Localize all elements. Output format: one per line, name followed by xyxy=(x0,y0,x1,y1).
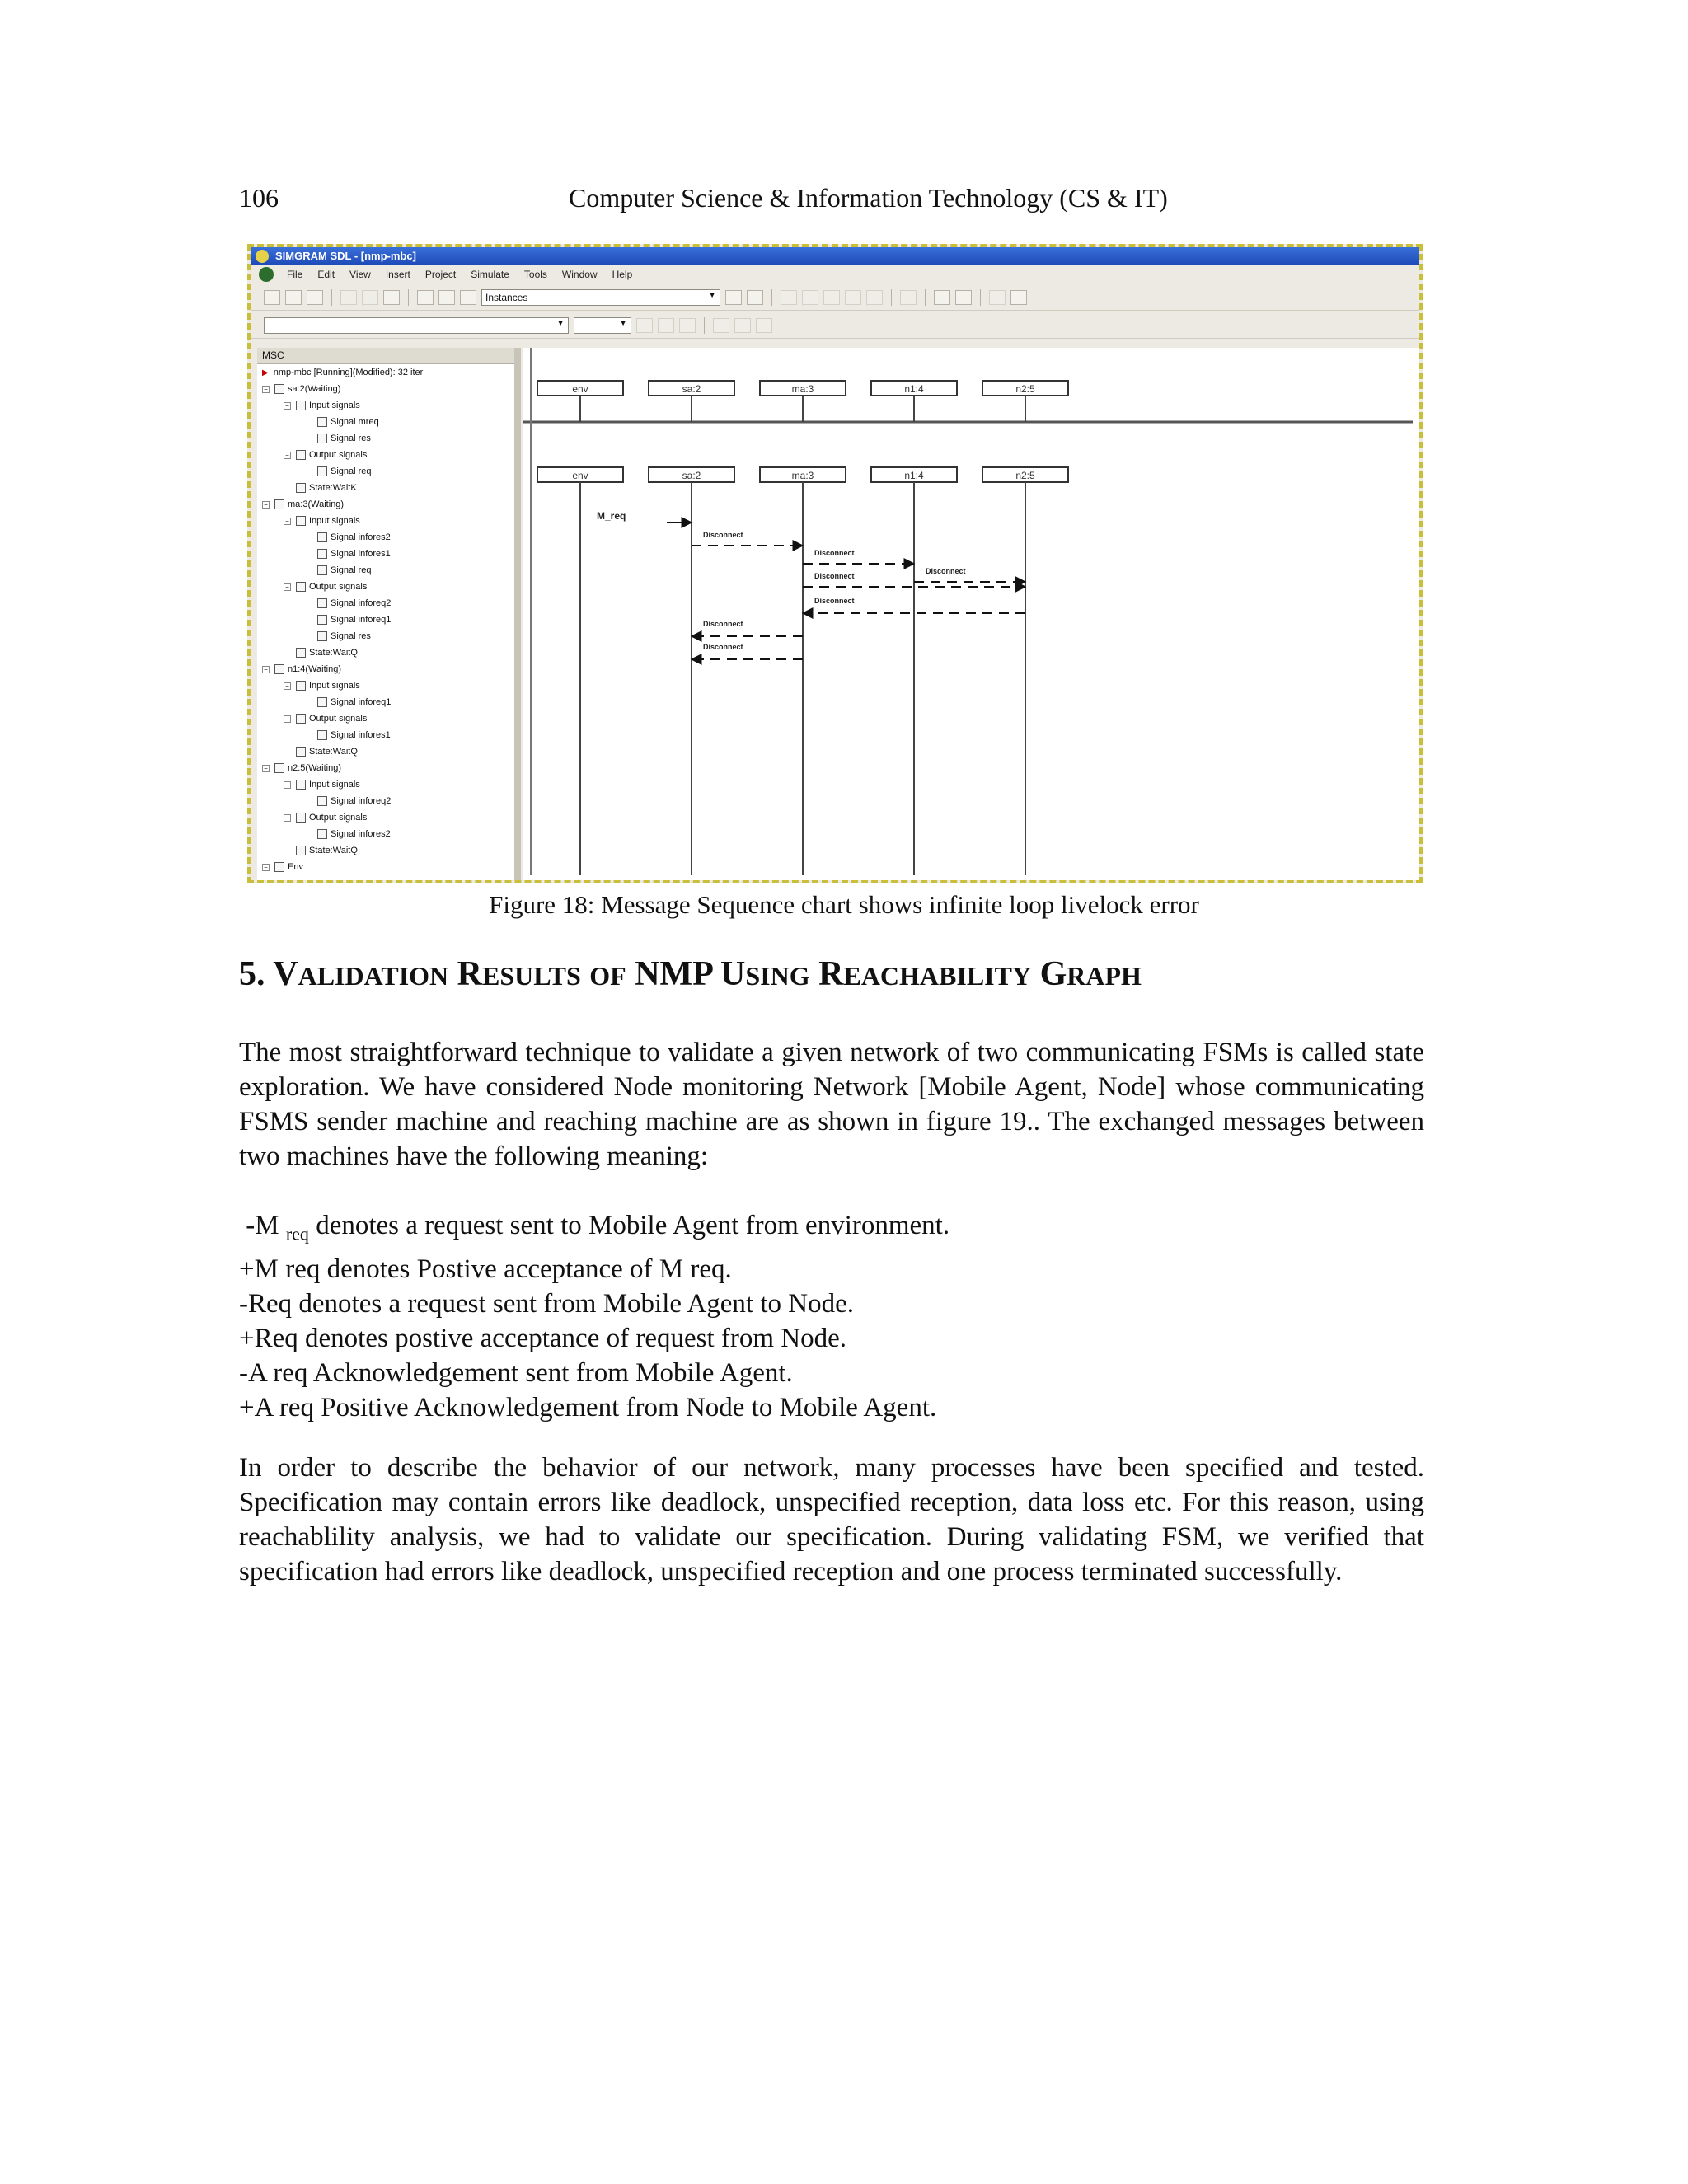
page-header xyxy=(239,183,1426,224)
tree-node-icon xyxy=(274,499,284,509)
tree-node-icon xyxy=(317,615,327,625)
tree-node-icon xyxy=(296,450,306,460)
toolbar-divider xyxy=(704,317,705,334)
instance-label: sa:2 xyxy=(682,383,701,395)
collapse-icon[interactable]: − xyxy=(284,814,291,822)
tree-node-icon xyxy=(317,598,327,608)
window-titlebar xyxy=(251,247,1419,265)
window-icon[interactable] xyxy=(417,290,434,305)
tree-node-icon xyxy=(296,401,306,410)
collapse-icon[interactable]: − xyxy=(262,386,270,393)
tree-item[interactable] xyxy=(257,513,514,529)
tree-node-icon xyxy=(296,483,306,493)
title-capital: G xyxy=(1039,955,1067,993)
paste-icon[interactable] xyxy=(383,290,400,305)
msc-tree xyxy=(257,364,514,875)
condition-icon[interactable] xyxy=(866,290,883,305)
collapse-icon[interactable]: − xyxy=(284,682,291,690)
tree-item[interactable] xyxy=(257,430,514,447)
tree-node-icon xyxy=(296,846,306,855)
tree-item[interactable] xyxy=(257,694,514,710)
instance-label: n2:5 xyxy=(1015,470,1035,481)
message-meaning-item xyxy=(239,1208,1424,1252)
tree-item-label: Input signals xyxy=(309,401,360,410)
section-title-word xyxy=(635,955,711,993)
figure-caption: Figure 18: Message Sequence chart shows infinite loop livelock error xyxy=(489,890,1199,919)
tree-item[interactable] xyxy=(257,776,514,793)
tree-node-icon xyxy=(274,664,284,674)
window-title: SIMGRAM SDL - [nmp-mbc] xyxy=(275,250,416,262)
tree-item-label: Signal req xyxy=(331,565,372,575)
cut-icon[interactable] xyxy=(340,290,357,305)
msc-tree-panel xyxy=(257,348,521,880)
underline-icon[interactable] xyxy=(679,318,696,333)
tree-item[interactable] xyxy=(257,628,514,644)
tree-item-label: Signal inforeq1 xyxy=(331,615,392,625)
instance-label: n2:5 xyxy=(1015,383,1035,395)
toolbar-divider xyxy=(980,289,981,306)
tree-item[interactable] xyxy=(257,793,514,809)
tree-node-icon xyxy=(296,648,306,658)
msc-canvas xyxy=(523,348,1419,880)
title-smallcaps: ESULTS xyxy=(481,961,581,991)
tree-item[interactable] xyxy=(257,447,514,463)
message-meaning-item: -A req Acknowledgement sent from Mobile Agent. xyxy=(239,1357,793,1388)
tree-item-label: Env xyxy=(288,862,303,872)
message-label: M_req xyxy=(597,510,626,522)
align-right-icon[interactable] xyxy=(756,318,772,333)
tree-node-icon xyxy=(274,384,284,394)
section-title-word xyxy=(818,955,1031,993)
tree-node-icon xyxy=(317,730,327,740)
tree-item-label: State:WaitK xyxy=(309,483,357,493)
tree-item-label: Signal mreq xyxy=(331,417,379,427)
toolbar-divider xyxy=(925,289,926,306)
tree-item-label: Output signals xyxy=(309,582,368,592)
message-label: Disconnect xyxy=(703,620,743,628)
tree-item[interactable] xyxy=(257,727,514,743)
title-capital: V xyxy=(273,955,298,993)
tree-node-icon xyxy=(317,532,327,542)
tree-item-label: Input signals xyxy=(309,780,360,790)
tree-item[interactable] xyxy=(257,381,514,397)
title-smallcaps: EACHABILITY xyxy=(843,961,1032,991)
format-toolbar xyxy=(251,313,1419,339)
tree-node-icon xyxy=(317,829,327,839)
tree-item[interactable] xyxy=(257,644,514,661)
instance-label: env xyxy=(572,470,588,481)
tree-node-icon xyxy=(317,796,327,806)
instances-combo[interactable] xyxy=(481,289,720,306)
tree-item-label: Output signals xyxy=(309,450,368,460)
section-title-word xyxy=(457,955,581,993)
copy-icon[interactable] xyxy=(362,290,378,305)
tree-item-label: State:WaitQ xyxy=(309,648,358,658)
message-label: Disconnect xyxy=(703,643,743,651)
collapse-icon[interactable]: − xyxy=(284,452,291,459)
toolbar-divider xyxy=(891,289,892,306)
tree-item[interactable] xyxy=(257,463,514,480)
message-label: Disconnect xyxy=(814,597,855,605)
collapse-icon[interactable]: − xyxy=(262,765,270,772)
insert-instance-icon[interactable] xyxy=(725,290,742,305)
title-smallcaps: ALIDATION xyxy=(298,961,449,991)
chevron-down-icon: ▼ xyxy=(708,291,716,300)
align-center-icon[interactable] xyxy=(734,318,751,333)
instance-head-icon[interactable] xyxy=(747,290,763,305)
tree-item[interactable] xyxy=(257,529,514,546)
instance-label: n1:4 xyxy=(904,383,924,395)
tree-item-label: n2:5(Waiting) xyxy=(288,763,342,773)
menu-item-project[interactable]: Project xyxy=(424,269,457,280)
figure-screenshot-window xyxy=(247,244,1423,883)
title-capital: U xyxy=(720,955,746,993)
instance-label: ma:3 xyxy=(791,383,814,395)
section-heading xyxy=(239,954,1142,994)
tree-node-icon xyxy=(317,565,327,575)
tree-node-icon xyxy=(296,747,306,757)
tree-item-label: State:WaitQ xyxy=(309,747,358,757)
collapse-icon[interactable]: − xyxy=(284,715,291,723)
tree-node-icon xyxy=(296,582,306,592)
title-smallcaps: OF xyxy=(589,961,626,991)
menu-item-simulate[interactable]: Simulate xyxy=(471,269,509,280)
tree-node-icon xyxy=(317,549,327,559)
tree-item-label: Signal inforeq1 xyxy=(331,697,392,707)
tree-item-label: Signal infores1 xyxy=(331,549,391,559)
tree-item[interactable] xyxy=(257,579,514,595)
app-logo-icon xyxy=(256,250,269,263)
menu-item-tools[interactable]: Tools xyxy=(523,269,547,280)
collapse-icon[interactable]: − xyxy=(284,518,291,525)
paragraph-state-exploration: The most straightforward technique to validate a given network of two communicating FSMs is called state exploration. We have considered Node monitoring Network [Mobile Agent, Node] whose communicating FSMS sender machine and reaching machine are as shown in figure 19.. The exchanged messages between two machines have the following meaning: xyxy=(239,1038,1424,1171)
message-label: Disconnect xyxy=(814,572,855,580)
tree-item[interactable] xyxy=(257,710,514,727)
menu-item-insert[interactable]: Insert xyxy=(385,269,410,280)
menu-item-window[interactable]: Window xyxy=(561,269,598,280)
tree-node-icon xyxy=(317,697,327,707)
menu-item-help[interactable]: Help xyxy=(612,269,633,280)
tree-item[interactable] xyxy=(257,397,514,414)
tree-item-label: Signal infores2 xyxy=(331,532,391,542)
tree-item-label: Signal res xyxy=(331,434,371,443)
message-meaning-list xyxy=(239,1208,1424,1425)
step-back-icon[interactable] xyxy=(934,290,950,305)
section-title-word xyxy=(720,955,810,993)
tree-item-label: Signal infores2 xyxy=(331,829,391,839)
tree-item[interactable] xyxy=(257,546,514,562)
instances-combo-value: Instances xyxy=(485,292,528,303)
bold-icon[interactable] xyxy=(636,318,653,333)
help-pointer-icon[interactable] xyxy=(1010,290,1027,305)
toolbar-divider xyxy=(331,289,332,306)
tree-item-label: Output signals xyxy=(309,813,368,823)
tree-node-icon xyxy=(317,417,327,427)
tree-item[interactable] xyxy=(257,496,514,513)
message-label: Disconnect xyxy=(926,567,966,575)
section-number: 5. xyxy=(239,955,274,993)
tree-item[interactable] xyxy=(257,661,514,677)
instance-label: env xyxy=(572,383,588,395)
message-meaning-item: +A req Positive Acknowledgement from Node to Mobile Agent. xyxy=(239,1392,937,1422)
tree-item[interactable] xyxy=(257,842,514,859)
tree-item-label: ma:3(Waiting) xyxy=(288,499,345,509)
tree-item[interactable] xyxy=(257,595,514,612)
title-capital: R xyxy=(457,955,482,993)
reply-icon[interactable] xyxy=(802,290,818,305)
action-icon[interactable] xyxy=(845,290,861,305)
collapse-icon[interactable]: − xyxy=(262,666,270,673)
message-icon[interactable] xyxy=(781,290,797,305)
tree-item-label: Signal res xyxy=(331,631,371,641)
tree-item-label: n1:4(Waiting) xyxy=(288,664,342,674)
tree-item[interactable] xyxy=(257,480,514,496)
tile-icon[interactable] xyxy=(460,290,476,305)
tree-item[interactable] xyxy=(257,364,514,381)
menu-item-file[interactable]: File xyxy=(287,269,303,280)
tree-item-label: sa:2(Waiting) xyxy=(288,384,341,394)
instance-label: ma:3 xyxy=(791,470,814,481)
tree-node-icon xyxy=(274,763,284,773)
font-combo[interactable] xyxy=(264,317,569,334)
open-folder-icon[interactable] xyxy=(285,290,302,305)
menu-item-edit[interactable]: Edit xyxy=(317,269,335,280)
message-meaning-item: -Req denotes a request sent from Mobile Agent to Node. xyxy=(239,1288,854,1319)
running-head: Computer Science & Information Technology (CS & IT) xyxy=(569,183,1168,213)
tree-item[interactable] xyxy=(257,414,514,430)
collapse-icon[interactable]: − xyxy=(262,864,270,871)
collapse-icon[interactable]: − xyxy=(284,583,291,591)
tree-item-label: Signal req xyxy=(331,466,372,476)
font-size-combo[interactable] xyxy=(574,317,631,334)
tree-node-icon xyxy=(317,631,327,641)
tree-item-label: Input signals xyxy=(309,681,360,691)
meaning-subscript: req xyxy=(285,1223,309,1244)
collapse-icon[interactable]: − xyxy=(284,781,291,789)
message-meaning-item: +M req denotes Postive acceptance of M req. xyxy=(239,1254,732,1284)
title-capital: NMP xyxy=(635,955,712,993)
tree-item-label: Signal inforeq2 xyxy=(331,796,392,806)
cascade-icon[interactable] xyxy=(438,290,455,305)
meaning-suffix: denotes a request sent to Mobile Agent from environment. xyxy=(308,1211,950,1240)
align-left-icon[interactable] xyxy=(713,318,729,333)
running-marker-icon: ▶ xyxy=(262,368,269,377)
instance-label: sa:2 xyxy=(682,470,701,481)
tree-item-label: nmp-mbc [Running](Modified): 32 iter xyxy=(273,368,424,377)
properties-icon[interactable] xyxy=(989,290,1006,305)
chevron-down-icon: ▼ xyxy=(619,319,627,328)
menu-bar xyxy=(251,265,1419,284)
section-title-word xyxy=(589,955,626,993)
save-icon[interactable] xyxy=(307,290,323,305)
tree-node-icon xyxy=(296,714,306,724)
tree-node-icon xyxy=(274,862,284,872)
tree-item-label: Signal inforeq2 xyxy=(331,598,392,608)
page-number: 106 xyxy=(239,183,279,213)
tree-node-icon xyxy=(296,681,306,691)
tree-item[interactable] xyxy=(257,760,514,776)
toolbar-divider xyxy=(771,289,772,306)
msc-diagram xyxy=(523,348,1413,875)
title-capital: R xyxy=(818,955,844,993)
tree-item[interactable] xyxy=(257,677,514,694)
collapse-icon[interactable]: − xyxy=(284,402,291,410)
message-meaning-item: +Req denotes postive acceptance of request from Node. xyxy=(239,1323,847,1353)
tree-item[interactable] xyxy=(257,859,514,875)
app-menu-icon[interactable] xyxy=(259,267,274,282)
title-smallcaps: SING xyxy=(745,961,810,991)
step-forward-icon[interactable] xyxy=(955,290,972,305)
tree-item[interactable] xyxy=(257,562,514,579)
tree-item[interactable] xyxy=(257,743,514,760)
tree-node-icon xyxy=(296,813,306,823)
tree-item-label: State:WaitQ xyxy=(309,846,358,855)
section-title-word xyxy=(1040,955,1142,993)
tree-item[interactable] xyxy=(257,612,514,628)
collapse-icon[interactable]: − xyxy=(262,501,270,509)
toolbar-divider xyxy=(408,289,409,306)
section-title-word xyxy=(273,955,448,993)
tree-node-icon xyxy=(317,466,327,476)
timer-icon[interactable] xyxy=(823,290,840,305)
tree-item-label: Signal infores1 xyxy=(331,730,391,740)
tree-node-icon xyxy=(296,516,306,526)
tree-item[interactable] xyxy=(257,809,514,826)
tree-item[interactable] xyxy=(257,826,514,842)
panel-title: MSC xyxy=(257,348,514,364)
undo-icon[interactable] xyxy=(900,290,917,305)
tree-item-label: Output signals xyxy=(309,714,368,724)
tree-node-icon xyxy=(296,780,306,790)
italic-icon[interactable] xyxy=(658,318,674,333)
title-smallcaps: RAPH xyxy=(1067,961,1142,991)
meaning-prefix: -M xyxy=(239,1211,286,1240)
tree-node-icon xyxy=(317,434,327,443)
tree-item-label: Input signals xyxy=(309,516,360,526)
message-label: Disconnect xyxy=(703,531,743,539)
menu-item-view[interactable]: View xyxy=(349,269,371,280)
message-label: Disconnect xyxy=(814,549,855,557)
instance-label: n1:4 xyxy=(904,470,924,481)
main-toolbar xyxy=(251,285,1419,311)
chevron-down-icon: ▼ xyxy=(556,319,565,328)
paragraph-validation: In order to describe the behavior of our network, many processes have been specified and tested. Specification may contain errors like deadlock, unspecified reception, data loss etc. For this reason, using reachablility analysis, we had to validate our specification. During validating FSM, we verified that specification had errors like deadlock, unspecified reception and one process terminated successfully. xyxy=(239,1453,1424,1586)
new-file-icon[interactable] xyxy=(264,290,280,305)
